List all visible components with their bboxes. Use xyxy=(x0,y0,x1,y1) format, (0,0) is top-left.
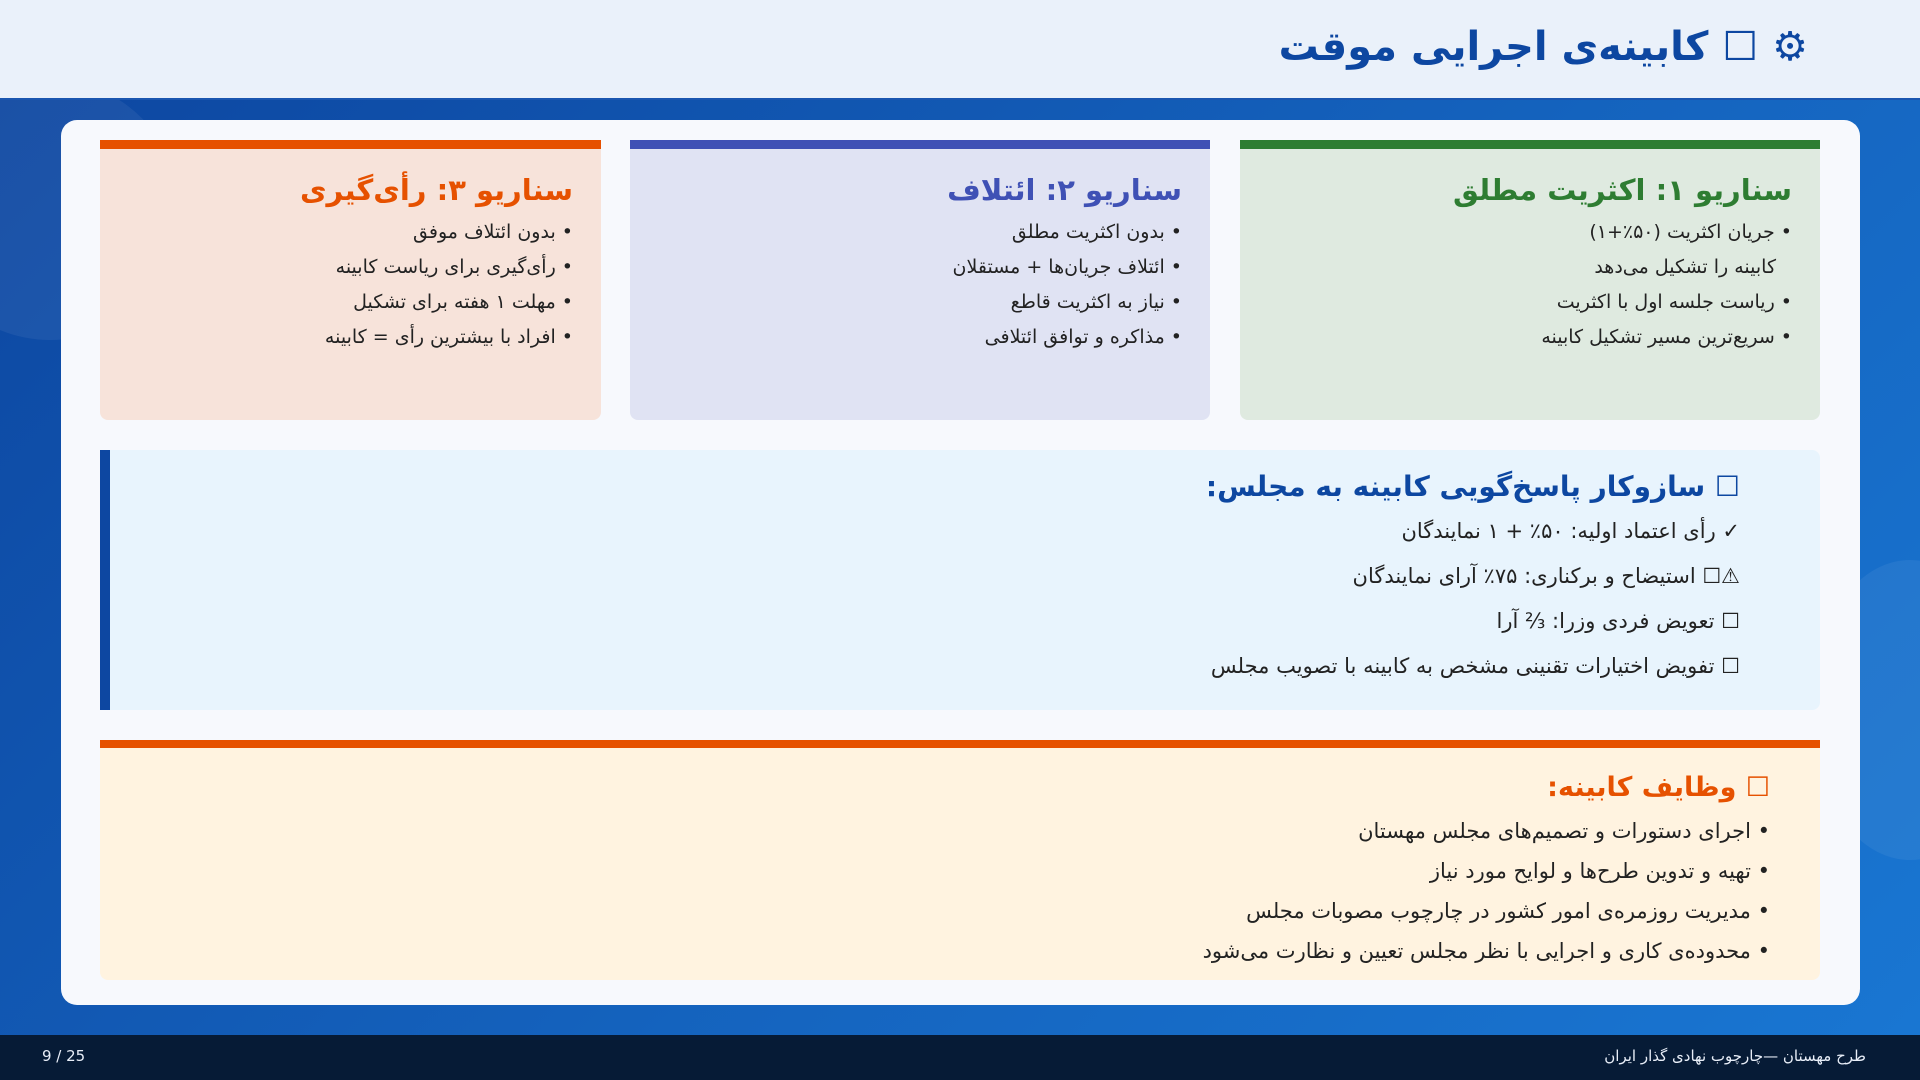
scenario-card-2 xyxy=(630,140,1210,420)
gear-icon: ⚙ xyxy=(1772,24,1808,70)
scenario-card-1 xyxy=(1240,140,1820,420)
list-item: • جریان اکثریت (۵۰٪+۱) xyxy=(1589,221,1792,243)
footer-caption: طرح مهستان —چارچوب نهادی گذار ایران xyxy=(1604,1047,1866,1065)
duty-item: • مدیریت روزمره‌ی امور کشور در چارچوب مصوبات مجلس xyxy=(1246,899,1770,923)
list-item: • ائتلاف جریان‌ها + مستقلان xyxy=(952,256,1182,278)
list-item: کابینه را تشکیل می‌دهد xyxy=(1594,256,1776,278)
list-item: • نیاز به اکثریت قاطع xyxy=(1010,291,1182,313)
list-item: • ریاست جلسه اول با اکثریت xyxy=(1556,291,1792,313)
accountability-item: ☐ تفویض اختیارات تقنینی مشخص به کابینه با تصویب مجلس xyxy=(1210,654,1740,678)
list-item: • رأی‌گیری برای ریاست کابینه xyxy=(335,256,573,278)
duty-item: • تهیه و تدوین طرح‌ها و لوایح مورد نیاز xyxy=(1429,859,1770,883)
list-item: • مذاکره و توافق ائتلافی xyxy=(984,326,1182,348)
list-item: • بدون ائتلاف موفق xyxy=(413,221,573,243)
duties-box xyxy=(100,740,1820,980)
box-icon: ☐ xyxy=(1722,24,1759,70)
slide-footer xyxy=(0,1035,1920,1080)
accountability-item: ☐ تعویض فردی وزرا: ⅔ آرا xyxy=(1496,609,1740,633)
scenario-title: سناریو ۳: رأی‌گیری xyxy=(299,173,573,207)
scenario-title: سناریو ۱: اکثریت مطلق xyxy=(1452,173,1792,207)
duty-item: • اجرای دستورات و تصمیم‌های مجلس مهستان xyxy=(1358,819,1770,843)
duties-title: ☐ وظایف کابینه: xyxy=(1547,772,1770,803)
list-item: • بدون اکثریت مطلق xyxy=(1011,221,1182,243)
slide-title: ⚙ ☐ کابینه‌ی اجرایی موقت xyxy=(1278,24,1808,70)
scenario-title: سناریو ۲: ائتلاف xyxy=(947,173,1182,207)
page-number: 9 / 25 xyxy=(42,1047,86,1065)
list-item: • سریع‌ترین مسیر تشکیل کابینه xyxy=(1541,326,1792,348)
list-item: • مهلت ۱ هفته برای تشکیل xyxy=(353,291,573,313)
accountability-item: ⚠☐ استیضاح و برکناری: ۷۵٪ آرای نمایندگان xyxy=(1352,564,1740,588)
list-item: • افراد با بیشترین رأی = کابینه xyxy=(324,326,573,348)
scenario-card-3 xyxy=(100,140,601,420)
duty-item: • محدوده‌ی کاری و اجرایی با نظر مجلس تعیین و نظارت می‌شود xyxy=(1202,939,1770,963)
slide-header xyxy=(0,0,1920,100)
accountability-box xyxy=(100,450,1820,710)
accountability-title: ☐ سازوکار پاسخ‌گویی کابینه به مجلس: xyxy=(1205,470,1740,503)
accountability-item: ✓ رأی اعتماد اولیه: ۵۰٪ + ۱ نمایندگان xyxy=(1401,519,1740,543)
